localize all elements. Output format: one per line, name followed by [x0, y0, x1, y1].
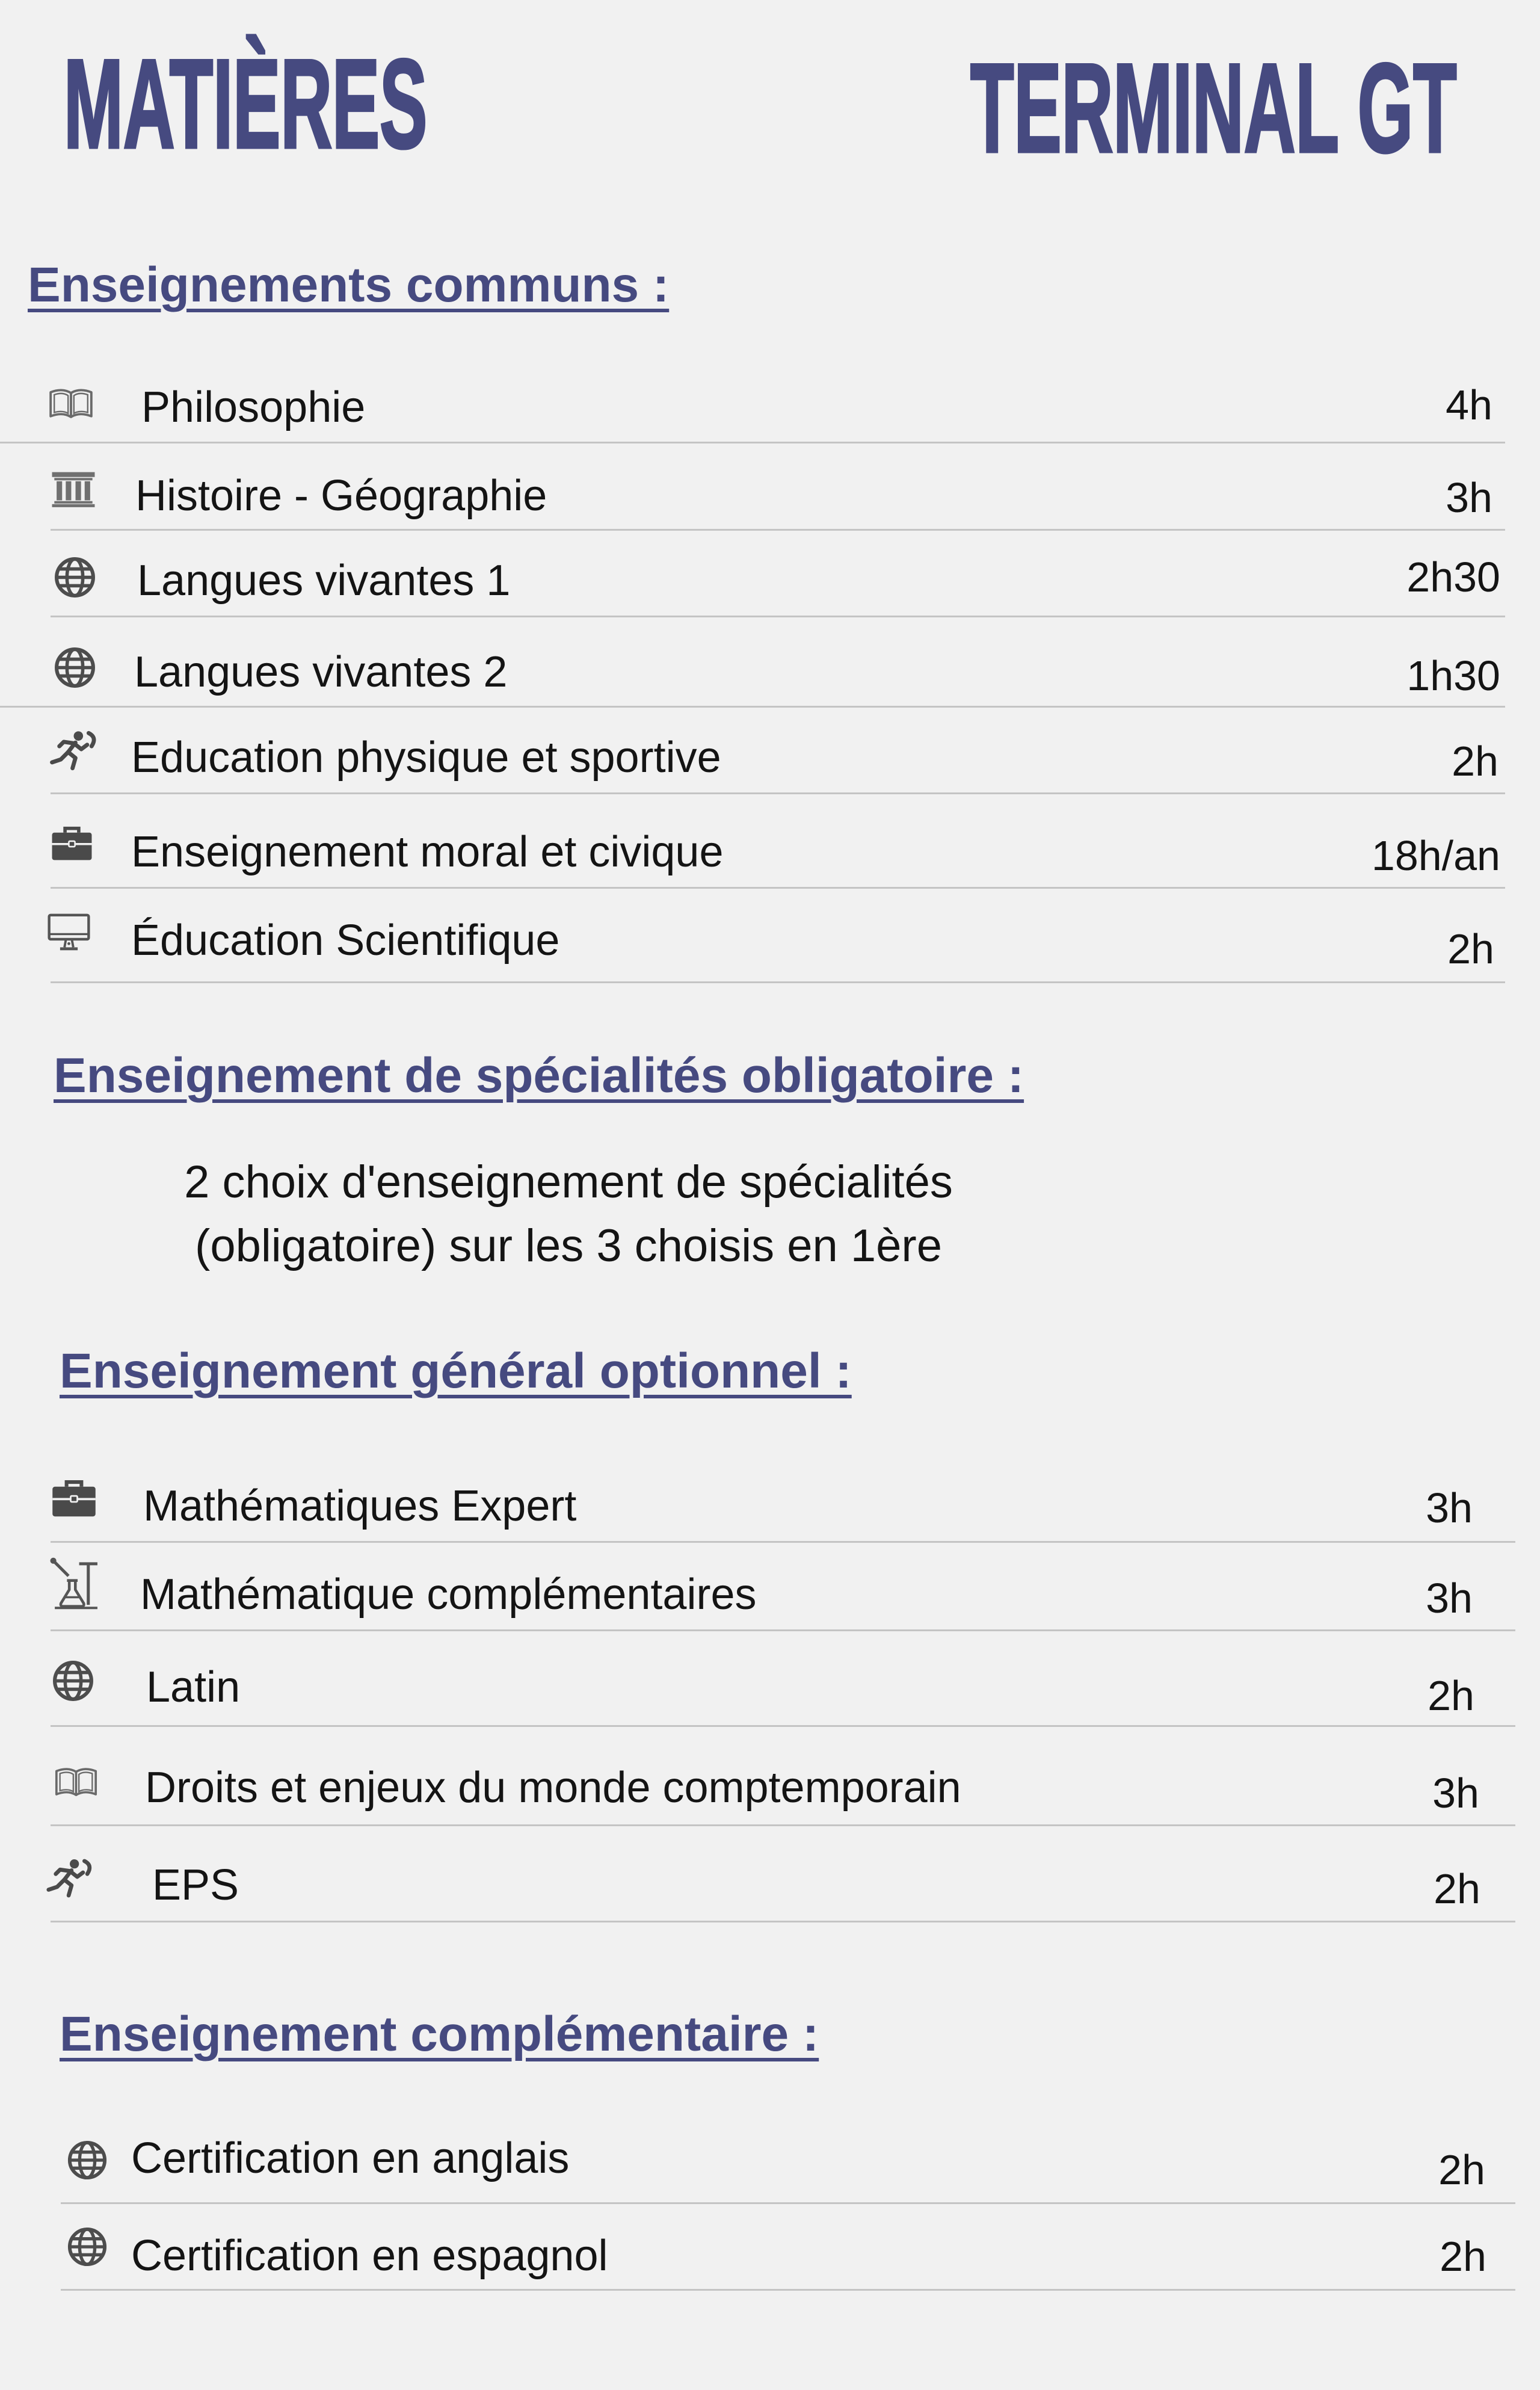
subject-label: Droits et enjeux du monde comptemporain	[145, 1764, 961, 1812]
section-heading-specialties: Enseignement de spécialités obligatoire :	[54, 1048, 1024, 1103]
row-divider	[51, 1541, 1515, 1543]
subject-hours: 2h	[1452, 738, 1498, 785]
row-divider	[51, 616, 1505, 617]
specialty-note	[0, 1150, 1137, 1278]
briefcase-icon	[51, 1478, 97, 1518]
subject-hours: 2h	[1428, 1672, 1474, 1719]
row-divider	[51, 1629, 1515, 1631]
section-heading-complementary: Enseignement complémentaire :	[60, 2007, 819, 2061]
subject-hours: 3h	[1426, 1484, 1473, 1531]
row-divider	[61, 2202, 1515, 2204]
book-icon	[46, 386, 96, 421]
subject-hours: 3h	[1426, 1575, 1473, 1622]
subject-label: Certification en anglais	[131, 2134, 570, 2182]
row-divider	[51, 981, 1505, 983]
microscope-icon	[49, 1556, 100, 1610]
row-divider	[51, 1921, 1515, 1922]
subject-hours: 2h	[1438, 2146, 1485, 2193]
specialty-note-line: (obligatoire) sur les 3 choisis en 1ère	[195, 1220, 942, 1271]
subject-label: Langues vivantes 2	[134, 648, 508, 696]
globe-icon	[52, 1660, 94, 1702]
subject-label: Education physique et sportive	[131, 733, 721, 782]
row-divider	[51, 792, 1505, 794]
globe-icon	[54, 646, 96, 689]
section-heading-optional: Enseignement général optionnel :	[60, 1344, 852, 1398]
subject-label: Histoire - Géographie	[135, 472, 547, 520]
class-title: TERMINAL GT	[970, 37, 1457, 179]
subject-label: Langues vivantes 1	[137, 557, 511, 605]
subject-hours: 2h	[1434, 1865, 1480, 1912]
book-icon	[52, 1765, 100, 1799]
globe-icon	[67, 2226, 108, 2267]
section-heading-common: Enseignements communs :	[28, 258, 670, 312]
subject-hours: 1h30	[1406, 652, 1500, 699]
subject-hours: 3h	[1432, 1770, 1479, 1817]
page-title: MATIÈRES	[64, 33, 428, 174]
briefcase-icon	[51, 824, 93, 862]
row-divider	[51, 887, 1505, 889]
row-divider	[51, 1725, 1515, 1727]
runner-icon	[49, 729, 99, 773]
specialty-note-line: 2 choix d'enseignement de spécialités	[184, 1156, 953, 1208]
runner-icon	[46, 1856, 94, 1900]
subject-label: Certification en espagnol	[131, 2232, 608, 2280]
row-divider	[51, 1824, 1515, 1826]
monitor-icon	[47, 913, 91, 953]
row-divider	[0, 706, 1505, 708]
subject-label: Latin	[146, 1663, 241, 1711]
subject-label: Mathématiques Expert	[143, 1482, 577, 1530]
subject-hours: 4h	[1446, 381, 1492, 428]
row-divider	[61, 2289, 1515, 2291]
row-divider	[51, 529, 1505, 531]
globe-icon	[54, 556, 96, 599]
subject-hours: 2h	[1440, 2233, 1486, 2280]
subject-label: Enseignement moral et civique	[131, 828, 724, 876]
subject-label: Mathématique complémentaires	[140, 1570, 757, 1619]
row-divider	[0, 442, 1505, 443]
columns-icon	[51, 471, 96, 507]
subject-hours: 18h/an	[1371, 832, 1500, 879]
subject-hours: 2h30	[1406, 554, 1500, 601]
subject-label: Philosophie	[141, 383, 366, 431]
subject-hours: 3h	[1446, 474, 1492, 521]
subject-label: Éducation Scientifique	[131, 916, 560, 965]
subject-label: EPS	[152, 1861, 239, 1909]
globe-icon	[67, 2140, 108, 2181]
subject-hours: 2h	[1447, 925, 1494, 972]
